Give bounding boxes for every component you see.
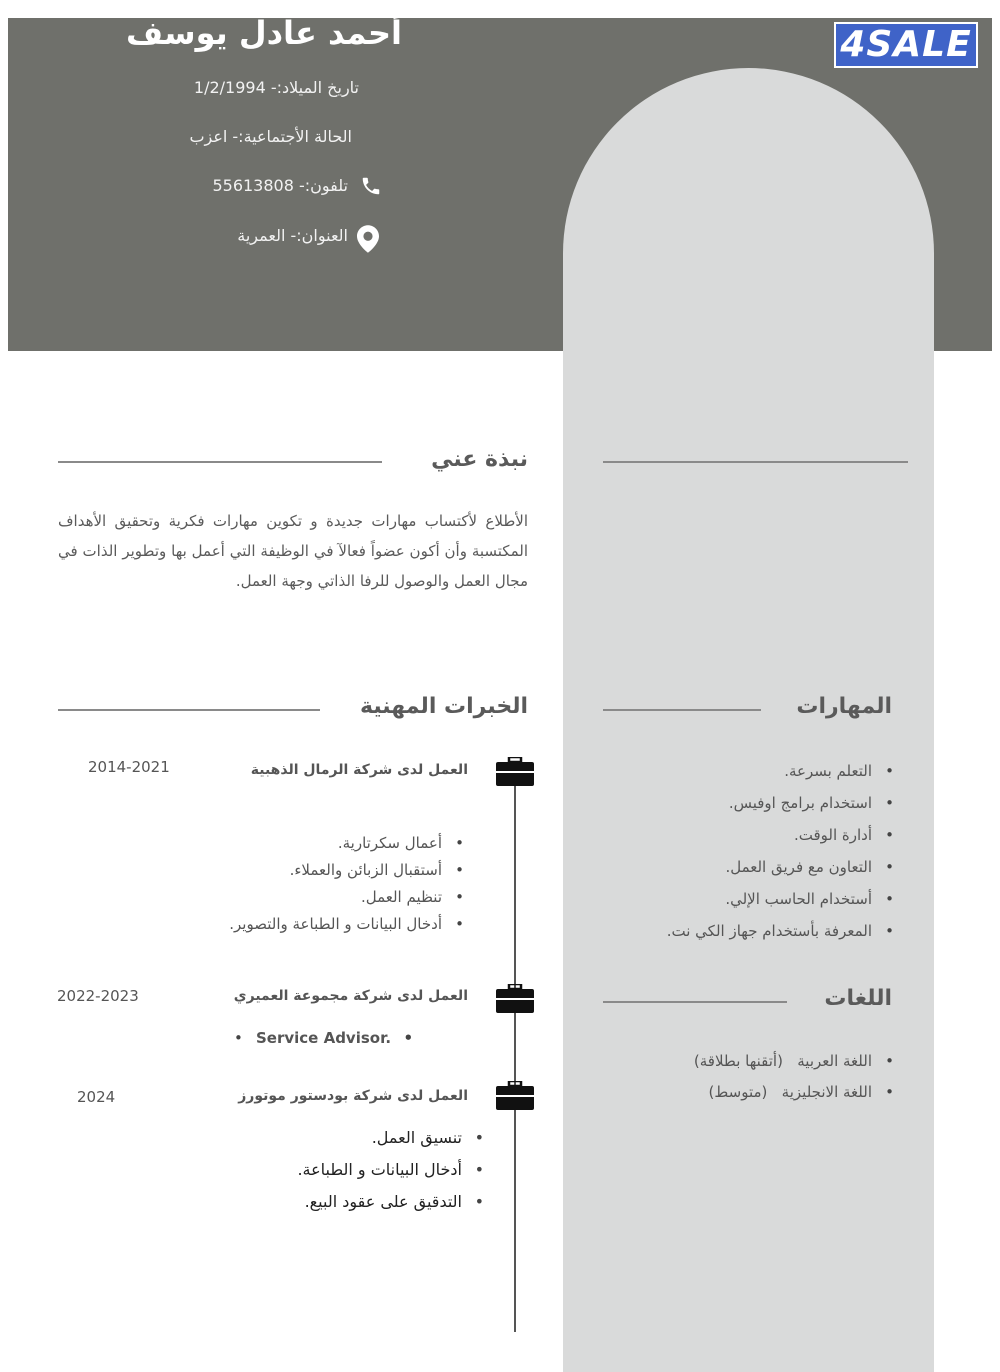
address: العنوان:- العمرية [237,226,348,245]
job-date: 2022-2023 [57,987,139,1005]
phone-icon [360,175,382,197]
list-item: • Service Advisor. [256,1027,391,1049]
languages-list [694,1046,872,1108]
birth-date: تاريخ الميلاد:- 1/2/1994 [193,78,359,97]
job-date: 2014-2021 [88,758,170,776]
list-item: • أستخدام الحاسب الإلي. [667,883,872,915]
job-title: العمل لدى شركة الرمال الذهبية [250,762,468,778]
experience-title-rule [58,709,320,711]
list-item: • تنظيم العمل. [229,884,442,911]
about-title: نبذة عني [431,447,528,472]
timeline-line [514,770,516,1332]
list-item: • أدارة الوقت. [667,819,872,851]
arch-divider-rule [603,461,908,463]
skills-list [667,755,872,947]
list-item: • التدقيق على عقود البيع. [297,1186,462,1218]
skills-title-rule [603,709,761,711]
job-duties-list [297,1122,462,1218]
briefcase-icon [495,984,535,1014]
location-pin-icon [357,225,379,253]
phone-number: تلفون:- 55613808 [212,176,348,195]
list-item: • التعلم بسرعة. [667,755,872,787]
list-item: • تنسيق العمل. [297,1122,462,1154]
marital-status: الحالة الأجتماعية:- اعزب [189,127,352,146]
languages-title: اللغات [824,986,892,1011]
person-name: أحمد عادل يوسف [126,14,402,52]
list-item: • استخدام برامج اوفيس. [667,787,872,819]
list-item: • التعاون مع فريق العمل. [667,851,872,883]
job-title: العمل لدى شركة بودستور موتورز [238,1088,468,1104]
list-item: • أدخال البيانات و الطباعة. [297,1154,462,1186]
list-item: • المعرفة بأستخدام جهاز الكي نت. [667,915,872,947]
bullet-marker: • [234,1029,243,1047]
languages-title-rule [603,1001,787,1003]
about-text: الأطلاع لأكتساب مهارات جديدة و تكوين مهارات فكرية وتحقيق الأهداف المكتسبة وأن أكون عضواً فعالآ في الوظيفة التي أعمل بها وتطوير الذات في مجال العمل والوصول للرفا الذاتي وجهة العمل. [58,512,528,590]
job-duties-list [229,830,442,938]
list-item: • أعمال سكرتارية. [229,830,442,857]
briefcase-icon [495,757,535,787]
list-item: • أستقبال الزبائن والعملاء. [229,857,442,884]
skills-title: المهارات [796,694,892,719]
briefcase-icon [495,1081,535,1111]
about-title-rule [58,461,382,463]
watermark-logo: 4SALE [834,22,978,68]
experience-title: الخبرات المهنية [359,694,528,719]
list-item: • اللغة الانجليزية (متوسط) [694,1077,872,1108]
photo-arch-panel [563,68,934,1372]
job-title: العمل لدى شركة مجموعة العميري [233,988,468,1004]
list-item: • أدخال البيانات و الطباعة والتصوير. [229,911,442,938]
job-date: 2024 [77,1088,116,1106]
list-item: • اللغة العربية (أتقنها بطلاقة) [694,1046,872,1077]
job-duties-list [256,1027,391,1049]
